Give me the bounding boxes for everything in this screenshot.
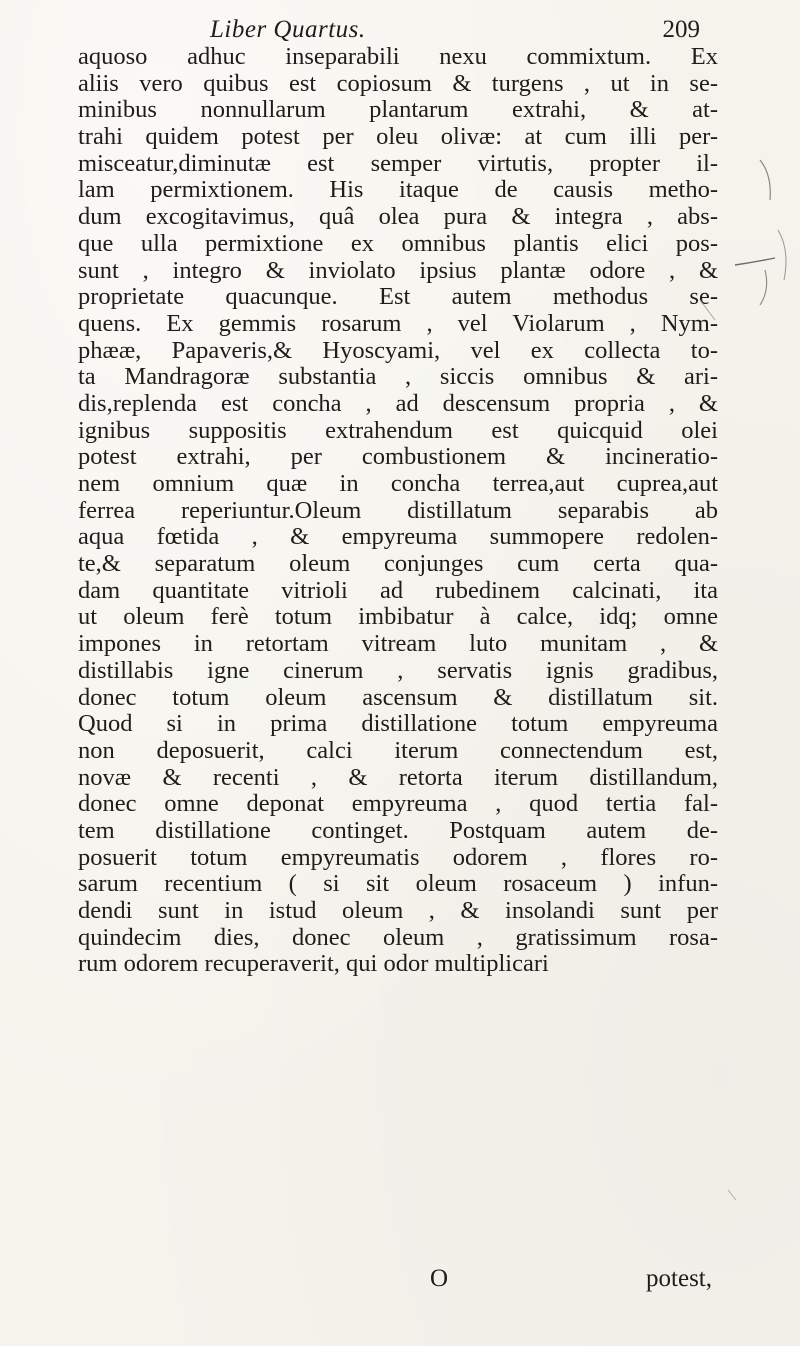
text-line: quindecim dies, donec oleum , gratissimum rosa- <box>78 923 718 951</box>
text-line: dendi sunt in istud oleum , & insolandi sunt per <box>78 897 718 924</box>
text-line: que ulla permixtione ex omnibus plantis elici pos- <box>78 229 718 257</box>
text-line: posuerit totum empyreumatis odorem , flores ro- <box>78 843 718 871</box>
text-line: phææ, Papaveris,& Hyoscyami, vel ex collecta to- <box>78 336 718 364</box>
text-line: ut oleum ferè totum imbibatur à calce, idq; omne <box>78 603 718 631</box>
text-line: ta Mandragoræ substantia , siccis omnibus & ari- <box>78 363 718 391</box>
text-line: minibus nonnullarum plantarum extrahi, & at- <box>78 96 718 124</box>
text-line: sunt , integro & inviolato ipsius plantæ odore , & <box>78 256 718 284</box>
text-line: nem omnium quæ in concha terrea,aut cuprea,aut <box>78 470 718 497</box>
text-line: potest extrahi, per combustionem & incineratio- <box>78 443 718 471</box>
running-title: Liber Quartus. <box>210 16 366 43</box>
text-line: novæ & recenti , & retorta iterum distillandum, <box>78 763 718 791</box>
text-line: dis,replenda est concha , ad descensum propria , & <box>78 389 718 417</box>
body-text <box>78 44 718 978</box>
text-line: proprietate quacunque. Est autem methodus se- <box>78 283 718 311</box>
text-line: quens. Ex gemmis rosarum , vel Violarum , Nym- <box>78 309 718 337</box>
text-line: lam permixtionem. His itaque de causis metho- <box>78 176 718 204</box>
signature-mark: O <box>430 1265 449 1292</box>
page-number: 209 <box>662 16 700 43</box>
text-line: tem distillatione continget. Postquam autem de- <box>78 816 718 844</box>
text-line: te,& separatum oleum conjunges cum certa qua- <box>78 550 718 578</box>
text-line: distillabis igne cinerum , servatis ignis gradibus, <box>78 656 718 684</box>
text-line: donec omne deponat empyreuma , quod tertia fal- <box>78 790 718 818</box>
text-line: donec totum oleum ascensum & distillatum sit. <box>78 683 718 711</box>
catchline <box>78 1265 718 1295</box>
text-line: trahi quidem potest per oleu olivæ: at cum illi per- <box>78 123 718 151</box>
text-line: ferrea reperiuntur.Oleum distillatum separabis ab <box>78 496 718 524</box>
text-line: non deposuerit, calci iterum connectendum est, <box>78 736 718 764</box>
text-line: sarum recentium ( si sit oleum rosaceum ) infun- <box>78 870 718 898</box>
text-line: ignibus suppositis extrahendum est quicquid olei <box>78 416 718 444</box>
text-line: aliis vero quibus est copiosum & turgens , ut in se- <box>78 69 718 97</box>
text-line: rum odorem recuperaverit, qui odor multiplicari <box>78 950 549 978</box>
text-line: impones in retortam vitream luto munitam , & <box>78 630 718 658</box>
text-line: aquoso adhuc inseparabili nexu commixtum. Ex <box>78 43 718 70</box>
text-line: dam quantitate vitrioli ad rubedinem calcinati, ita <box>78 576 718 604</box>
text-line: Quod si in prima distillatione totum empyreuma <box>78 710 718 738</box>
text-line: dum excogitavimus, quâ olea pura & integra , abs- <box>78 203 718 231</box>
catchword: potest, <box>646 1265 712 1292</box>
text-line: aqua fœtida , & empyreuma summopere redolen- <box>78 523 718 551</box>
text-line: misceatur,diminutæ est semper virtutis, propter il- <box>78 149 718 177</box>
